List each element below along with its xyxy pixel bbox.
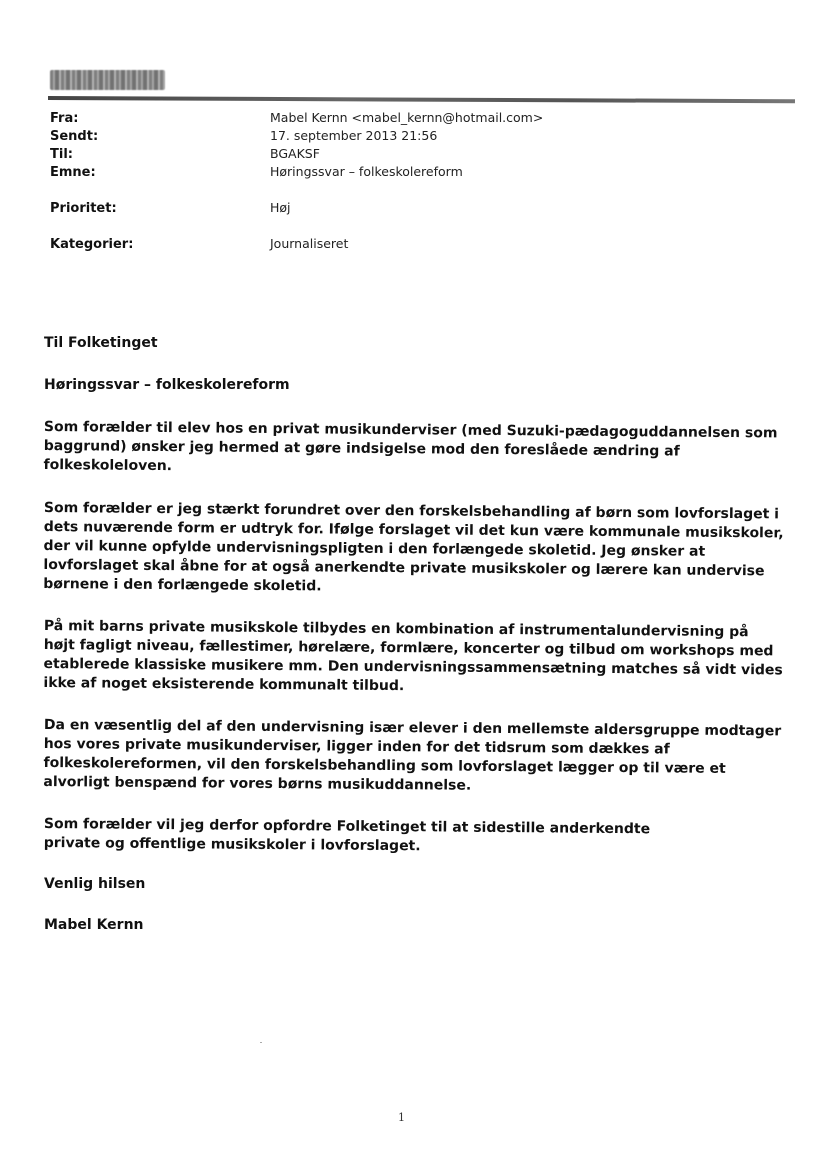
letter-subject: Høringssvar – folkeskolereform	[44, 377, 290, 393]
meta-row-subject	[50, 164, 610, 200]
meta-label-subject: Emne:	[50, 165, 96, 180]
meta-row-sent	[50, 128, 610, 146]
email-meta-block	[50, 110, 610, 256]
scan-speck	[260, 1042, 262, 1043]
letter-salutation: Til Folketinget	[44, 335, 158, 351]
meta-row-priority	[50, 200, 610, 236]
meta-value-categories: Journaliseret	[270, 236, 349, 251]
letter-closing: Venlig hilsen	[44, 876, 146, 892]
meta-value-subject: Høringssvar – folkeskolereform	[270, 164, 463, 179]
letter-paragraph-1: Som forælder til elev hos en privat musikunderviser (med Suzuki-pædagoguddannelsen som baggrund) ønsker jeg hermed at gøre indsigelse mod den foreslåede ændring af folkeskoleloven.	[43, 418, 778, 475]
meta-row-from	[50, 110, 610, 128]
letter-signature: Mabel Kernn	[44, 917, 144, 933]
letter-paragraph-4: Da en væsentlig del af den undervisning især elever i den mellemste aldersgruppe modtager hos vores private musikunderviser, ligger inden for det tidsrum som dækkes af folkeskolereformen, vil den forskelsbehandling som lovforslaget lægger op til være et alvorligt benspænd for vores børns musikuddannelse.	[43, 717, 782, 794]
meta-label-to: Til:	[50, 147, 73, 162]
meta-row-to	[50, 146, 610, 164]
meta-label-priority: Prioritet:	[50, 201, 117, 216]
meta-value-sent: 17. september 2013 21:56	[270, 128, 438, 143]
meta-label-sent: Sendt:	[50, 129, 99, 144]
letter-paragraph-3: På mit barns private musikskole tilbydes en kombination af instrumentalundervisning på højt fagligt niveau, fællestimer, hørelære, formlære, koncerter og tilbud om workshops med etablerede klassiske musikere mm. Den undervisningssammensætning matches så vidt vides ikke af noget eksisterende kommunalt tilbud.	[43, 618, 783, 695]
meta-value-priority: Høj	[270, 200, 291, 215]
meta-label-categories: Kategorier:	[50, 237, 134, 252]
page-number: 1	[398, 1111, 405, 1124]
meta-label-from: Fra:	[50, 111, 79, 126]
meta-value-to: BGAKSF	[270, 146, 320, 161]
letter-paragraph-2: Som forælder er jeg stærkt forundret over den forskelsbehandling af børn som lovforslaget i dets nuværende form er udtryk for. Ifølge forslaget vil det kun være kommunale musikskoler, der vil kunne opfylde undervisningspligten i den forlængede skoletid. Jeg ønsker at lovforslaget skal åbne for at også anerkendte private musikskoler og lærere kan undervise børnene i den forlængede skoletid.	[43, 499, 784, 595]
letter-body	[44, 334, 784, 935]
letter-paragraph-5: Som forælder vil jeg derfor opfordre Folketinget til at sidestille anderkendte private og offentlige musikskoler i lovforslaget.	[43, 816, 651, 855]
redacted-sender-name	[50, 70, 165, 90]
meta-row-categories	[50, 236, 610, 256]
meta-value-from: Mabel Kernn <mabel_kernn@hotmail.com>	[270, 110, 544, 125]
header-rule	[48, 96, 795, 103]
